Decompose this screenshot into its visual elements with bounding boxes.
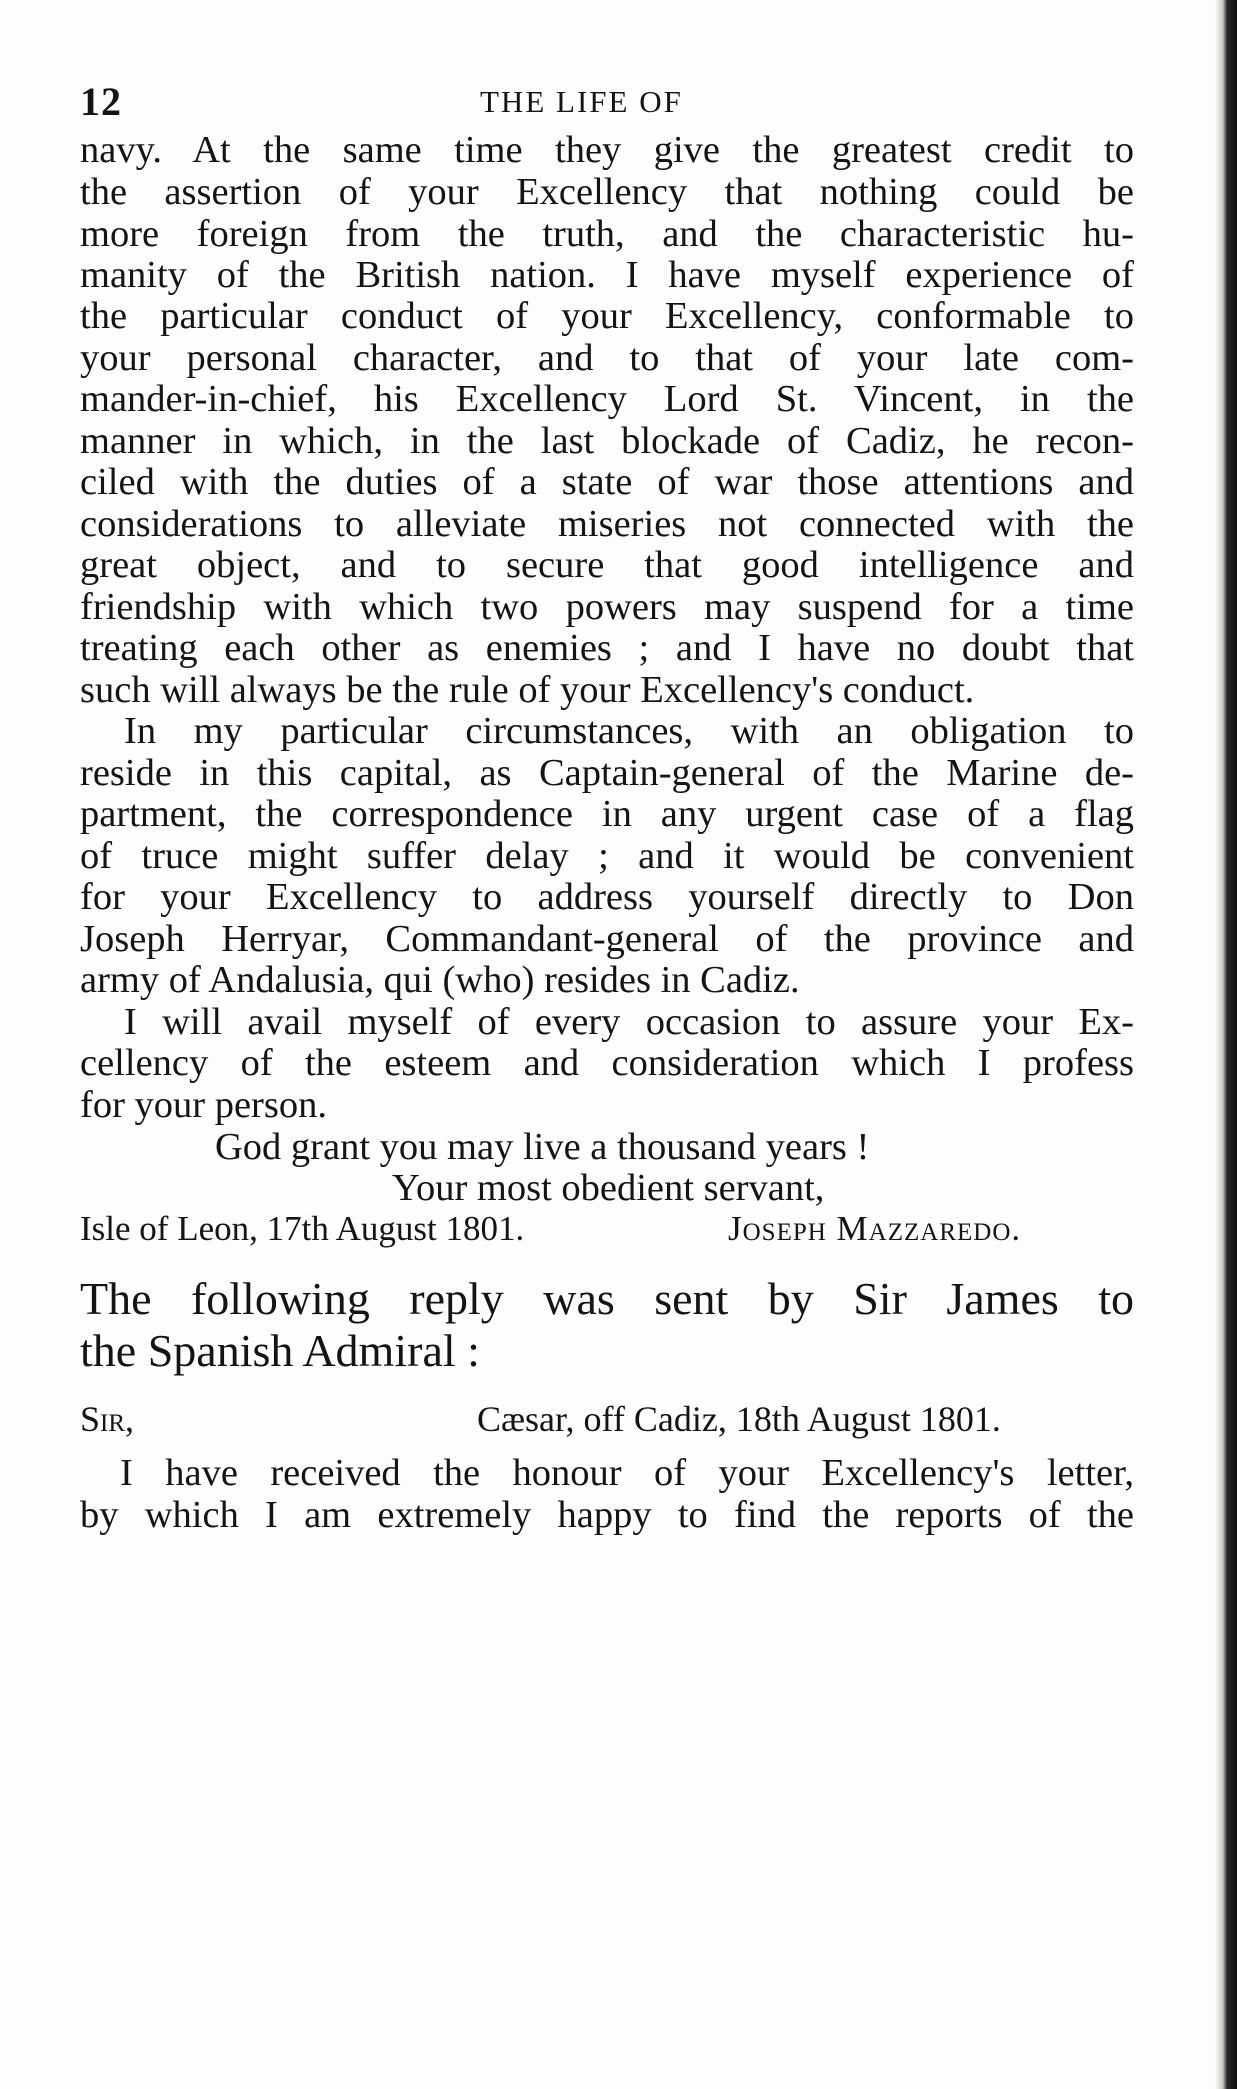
text-line: such will always be the rule of your Excellency's conduct. [80, 669, 975, 711]
text-line: Joseph Herryar, Commandant-general of the province and [80, 918, 1134, 960]
text-line: cellency of the esteem and consideration which I profess [80, 1042, 1134, 1084]
closing-servant: Your most obedient servant, [392, 1167, 825, 1209]
text-line: the assertion of your Excellency that nothing could be [80, 171, 1134, 213]
text-line: great object, and to secure that good intelligence and [80, 544, 1134, 586]
page-number: 12 [80, 79, 122, 124]
running-header [80, 78, 1134, 128]
text-line: your personal character, and to that of your late com- [80, 337, 1134, 379]
text-line: more foreign from the truth, and the characteristic hu- [80, 213, 1134, 255]
closing-blessing: God grant you may live a thousand years ! [215, 1126, 870, 1168]
text-line: of truce might suffer delay ; and it would be convenient [80, 835, 1134, 877]
text-line: manner in which, in the last blockade of Cadiz, he recon- [80, 420, 1134, 462]
signature-row [80, 1203, 1134, 1255]
text-line: the particular conduct of your Excellency, conformable to [80, 295, 1134, 337]
text-line: I will avail myself of every occasion to assure your Ex- [124, 1001, 1134, 1043]
text-line: I have received the honour of your Excellency's letter, [120, 1452, 1134, 1494]
text-line: army of Andalusia, qui (who) resides in Cadiz. [80, 959, 800, 1001]
heading-line: The following reply was sent by Sir James to [80, 1273, 1134, 1324]
text-line: for your person. [80, 1084, 327, 1126]
page-edge-shadow [1215, 0, 1237, 2089]
reply-dateline: Cæsar, off Cadiz, 18th August 1801. [477, 1399, 1001, 1439]
text-line: by which I am extremely happy to find the reports of the [80, 1494, 1134, 1536]
text-line: friendship with which two powers may suspend for a time [80, 586, 1134, 628]
running-title: THE LIFE OF [480, 84, 683, 119]
text-line: considerations to alleviate miseries not connected with the [80, 503, 1134, 545]
text-line: manity of the British nation. I have myself experience of [80, 254, 1134, 296]
text-line: mander-in-chief, his Excellency Lord St. Vincent, in the [80, 378, 1134, 420]
place-date: Isle of Leon, 17th August 1801. [80, 1209, 525, 1248]
text-line: navy. At the same time they give the greatest credit to [80, 129, 1134, 171]
signature: Joseph Mazzaredo. [728, 1209, 1022, 1248]
text-line: reside in this capital, as Captain-general of the Marine de- [80, 752, 1134, 794]
text-line: In my particular circumstances, with an obligation to [124, 710, 1134, 752]
text-line: partment, the correspondence in any urgent case of a flag [80, 793, 1134, 835]
text-line: for your Excellency to address yourself directly to Don [80, 876, 1134, 918]
text-line: treating each other as enemies ; and I have no doubt that [80, 627, 1134, 669]
reply-salutation-row [80, 1393, 1134, 1445]
text-line: ciled with the duties of a state of war those attentions and [80, 461, 1134, 503]
salutation: Sir, [80, 1399, 135, 1439]
heading-line: the Spanish Admiral : [80, 1325, 480, 1376]
